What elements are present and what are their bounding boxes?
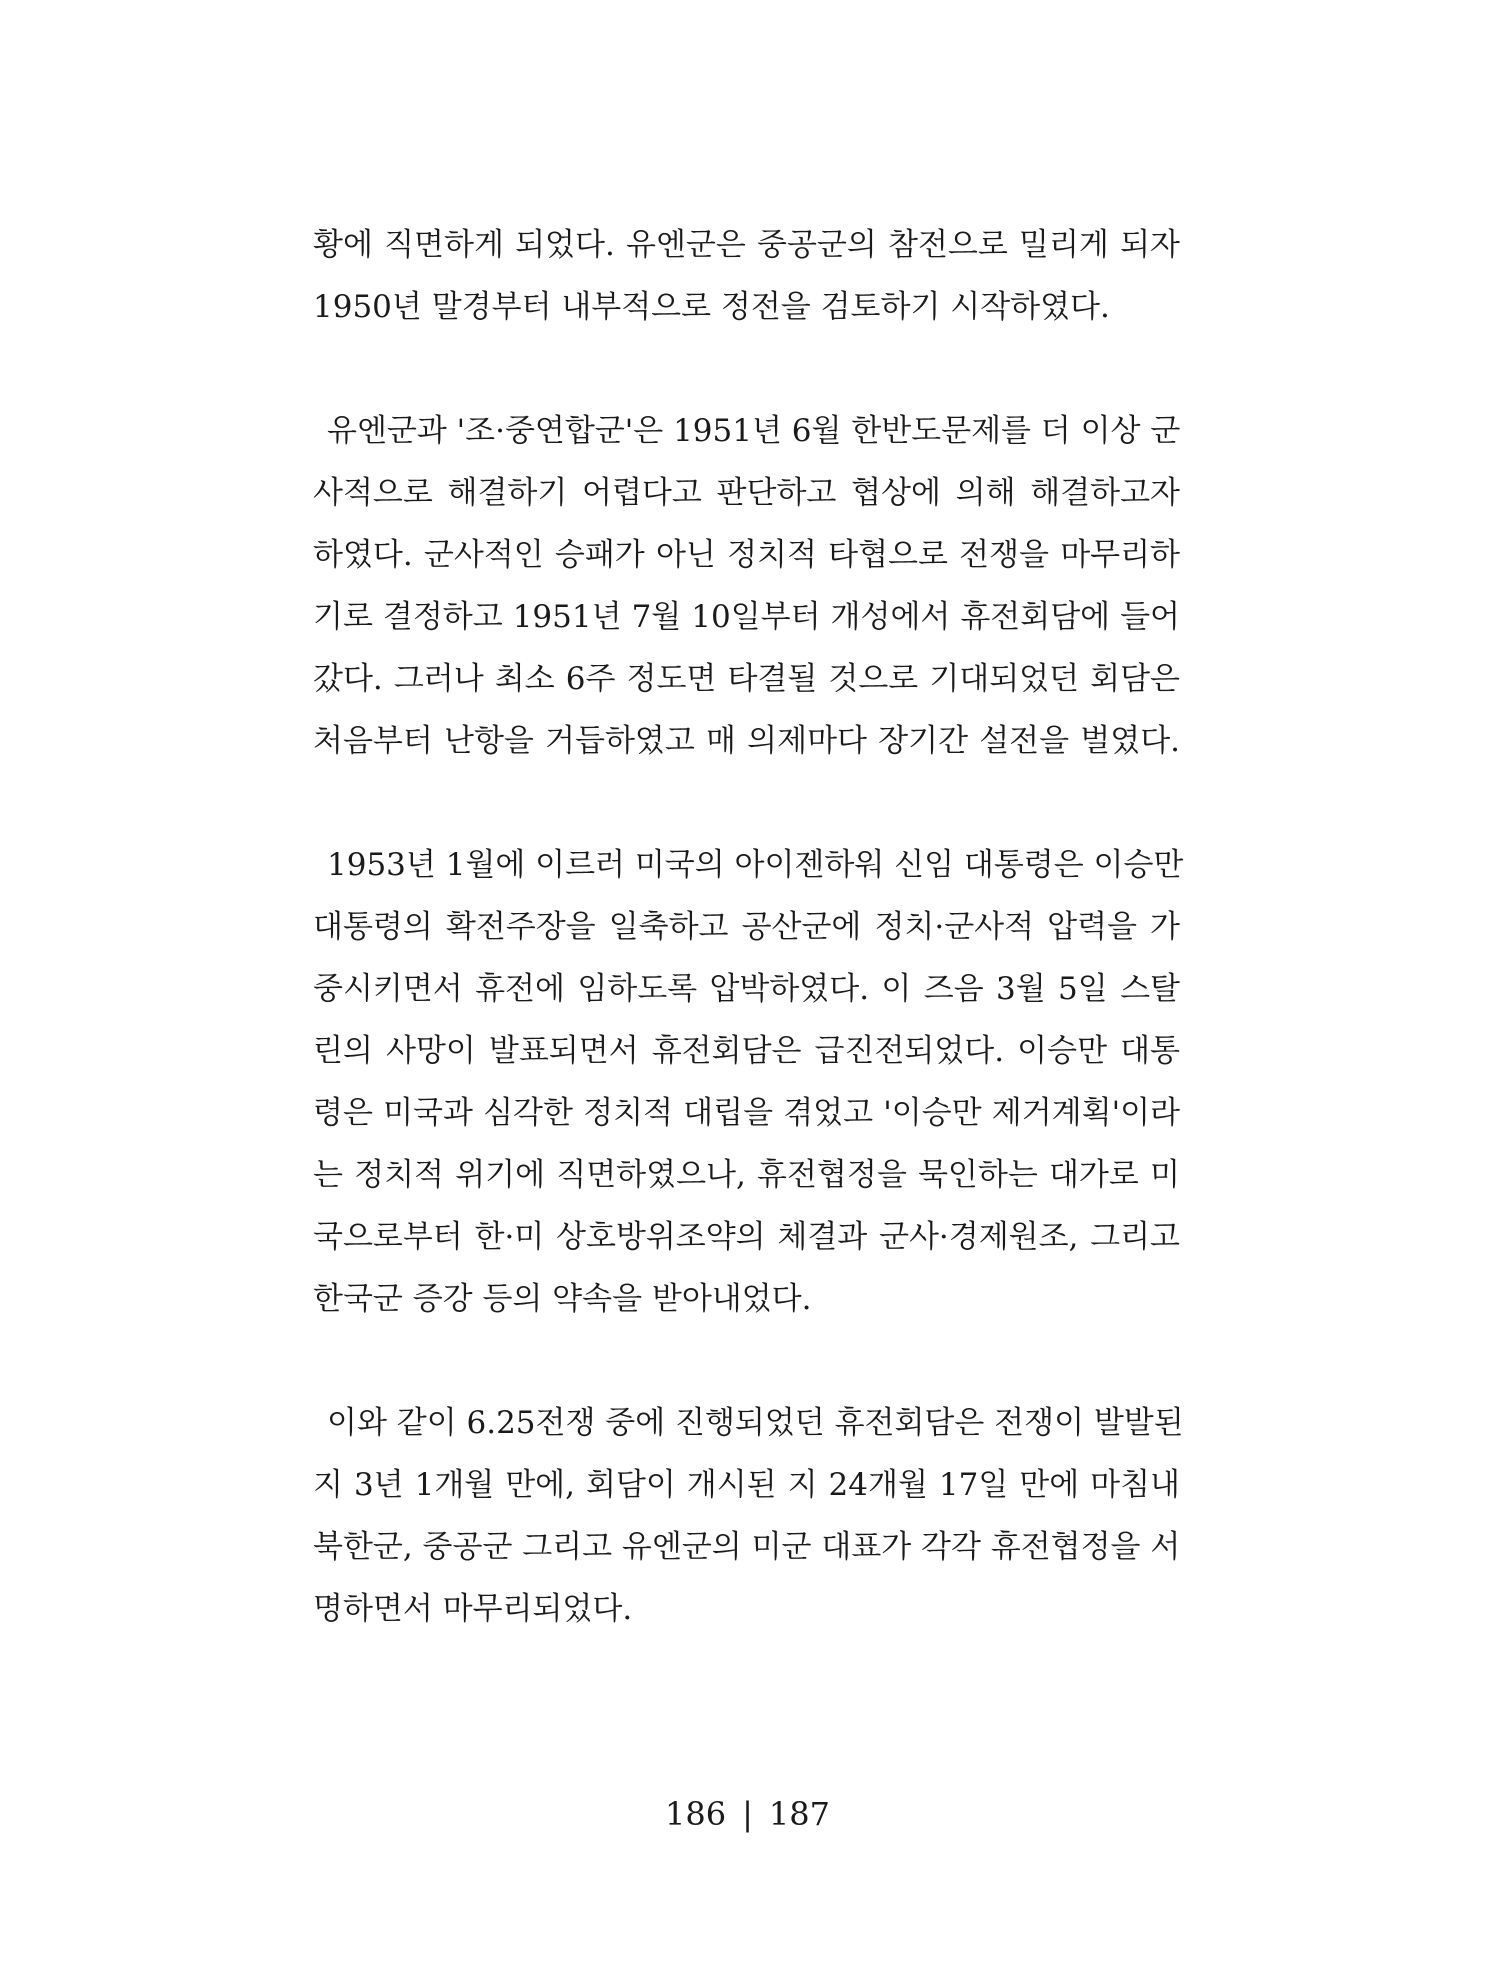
body-text	[313, 214, 1184, 1640]
right-page-number: 187	[768, 1795, 830, 1833]
text-line: 는 정치적 위기에 직면하였으나, 휴전협정을 묵인하는 대가로 미	[313, 1157, 1180, 1193]
page-number-separator: |	[742, 1795, 753, 1833]
text-line: 령은 미국과 심각한 정치적 대립을 겪었고 '이승만 제거계획'이라	[313, 1095, 1180, 1131]
text-line: 한국군 증강 등의 약속을 받아내었다.	[313, 1281, 812, 1317]
text-line: 국으로부터 한·미 상호방위조약의 체결과 군사·경제원조, 그리고	[313, 1219, 1180, 1255]
text-line: 기로 결정하고 1951년 7월 10일부터 개성에서 휴전회담에 들어	[313, 599, 1180, 635]
text-line: 유엔군과 '조·중연합군'은 1951년 6월 한반도문제를 더 이상 군	[327, 413, 1181, 449]
text-line: 명하면서 마무리되었다.	[313, 1591, 633, 1627]
text-line: 1950년 말경부터 내부적으로 정전을 검토하기 시작하였다.	[313, 289, 1110, 325]
text-line: 1953년 1월에 이르러 미국의 아이젠하워 신임 대통령은 이승만	[327, 847, 1184, 883]
text-line: 사적으로 해결하기 어렵다고 판단하고 협상에 의해 해결하고자	[313, 475, 1180, 511]
text-line: 린의 사망이 발표되면서 휴전회담은 급진전되었다. 이승만 대통	[313, 1033, 1180, 1069]
page-numbers	[0, 1790, 1495, 1838]
text-line: 중시키면서 휴전에 임하도록 압박하였다. 이 즈음 3월 5일 스탈	[313, 971, 1180, 1007]
paragraph-1	[313, 214, 1180, 338]
paragraph-2	[313, 400, 1180, 772]
paragraph-3	[313, 834, 1184, 1330]
text-line: 북한군, 중공군 그리고 유엔군의 미군 대표가 각각 휴전협정을 서	[313, 1529, 1181, 1565]
text-line: 대통령의 확전주장을 일축하고 공산군에 정치·군사적 압력을 가	[313, 909, 1180, 945]
text-line: 황에 직면하게 되었다. 유엔군은 중공군의 참전으로 밀리게 되자	[313, 227, 1180, 263]
paragraph-4	[313, 1392, 1184, 1640]
text-line: 지 3년 1개월 만에, 회담이 개시된 지 24개월 17일 만에 마침내	[313, 1467, 1180, 1503]
text-line: 하였다. 군사적인 승패가 아닌 정치적 타협으로 전쟁을 마무리하	[313, 537, 1180, 573]
text-line: 이와 같이 6.25전쟁 중에 진행되었던 휴전회담은 전쟁이 발발된	[327, 1405, 1184, 1441]
text-line: 처음부터 난항을 거듭하였고 매 의제마다 장기간 설전을 벌였다.	[313, 723, 1180, 759]
left-page-number: 186	[665, 1795, 727, 1833]
text-line: 갔다. 그러나 최소 6주 정도면 타결될 것으로 기대되었던 회담은	[313, 661, 1180, 697]
